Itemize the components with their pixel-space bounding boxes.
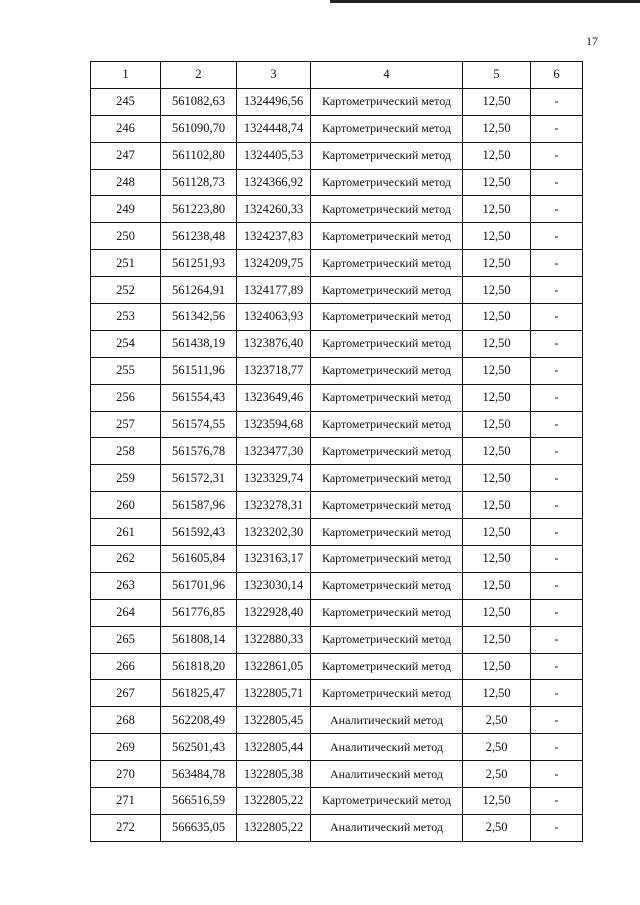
- point-number-cell: 272: [91, 814, 161, 841]
- x-coordinate-cell: 563484,78: [161, 761, 237, 788]
- method-cell: Картометрический метод: [311, 330, 463, 357]
- note-cell: -: [531, 196, 583, 223]
- note-cell: -: [531, 115, 583, 142]
- table-header-row: [91, 62, 583, 89]
- method-cell: Картометрический метод: [311, 223, 463, 250]
- method-cell: Картометрический метод: [311, 572, 463, 599]
- note-cell: -: [531, 599, 583, 626]
- method-cell: Картометрический метод: [311, 169, 463, 196]
- accuracy-cell: 12,50: [463, 572, 531, 599]
- method-cell: Картометрический метод: [311, 142, 463, 169]
- method-cell: Картометрический метод: [311, 115, 463, 142]
- header-col-6: 6: [531, 62, 583, 89]
- accuracy-cell: 2,50: [463, 707, 531, 734]
- accuracy-cell: 12,50: [463, 465, 531, 492]
- y-coordinate-cell: 1322880,33: [237, 626, 311, 653]
- method-cell: Аналитический метод: [311, 761, 463, 788]
- y-coordinate-cell: 1324063,93: [237, 304, 311, 331]
- x-coordinate-cell: 561818,20: [161, 653, 237, 680]
- accuracy-cell: 12,50: [463, 546, 531, 573]
- method-cell: Аналитический метод: [311, 814, 463, 841]
- table-row: [91, 572, 583, 599]
- method-cell: Картометрический метод: [311, 438, 463, 465]
- header-col-3: 3: [237, 62, 311, 89]
- x-coordinate-cell: 561238,48: [161, 223, 237, 250]
- method-cell: Аналитический метод: [311, 734, 463, 761]
- x-coordinate-cell: 561090,70: [161, 115, 237, 142]
- method-cell: Картометрический метод: [311, 626, 463, 653]
- note-cell: -: [531, 492, 583, 519]
- table-row: [91, 169, 583, 196]
- point-number-cell: 255: [91, 357, 161, 384]
- y-coordinate-cell: 1322928,40: [237, 599, 311, 626]
- note-cell: -: [531, 169, 583, 196]
- accuracy-cell: 12,50: [463, 492, 531, 519]
- page-number: 17: [586, 34, 598, 48]
- accuracy-cell: 12,50: [463, 384, 531, 411]
- point-number-cell: 249: [91, 196, 161, 223]
- y-coordinate-cell: 1322805,22: [237, 788, 311, 815]
- point-number-cell: 245: [91, 88, 161, 115]
- point-number-cell: 259: [91, 465, 161, 492]
- y-coordinate-cell: 1323278,31: [237, 492, 311, 519]
- method-cell: Картометрический метод: [311, 357, 463, 384]
- coordinates-table: [90, 61, 583, 842]
- method-cell: Картометрический метод: [311, 277, 463, 304]
- accuracy-cell: 12,50: [463, 680, 531, 707]
- table-row: [91, 653, 583, 680]
- method-cell: Картометрический метод: [311, 88, 463, 115]
- note-cell: -: [531, 761, 583, 788]
- note-cell: -: [531, 223, 583, 250]
- note-cell: -: [531, 814, 583, 841]
- y-coordinate-cell: 1322805,45: [237, 707, 311, 734]
- note-cell: -: [531, 788, 583, 815]
- point-number-cell: 247: [91, 142, 161, 169]
- x-coordinate-cell: 561701,96: [161, 572, 237, 599]
- y-coordinate-cell: 1323163,17: [237, 546, 311, 573]
- x-coordinate-cell: 561572,31: [161, 465, 237, 492]
- y-coordinate-cell: 1323649,46: [237, 384, 311, 411]
- accuracy-cell: 2,50: [463, 814, 531, 841]
- y-coordinate-cell: 1324237,83: [237, 223, 311, 250]
- x-coordinate-cell: 561102,80: [161, 142, 237, 169]
- table-row: [91, 330, 583, 357]
- method-cell: Картометрический метод: [311, 411, 463, 438]
- accuracy-cell: 2,50: [463, 761, 531, 788]
- y-coordinate-cell: 1323477,30: [237, 438, 311, 465]
- x-coordinate-cell: 561223,80: [161, 196, 237, 223]
- table-row: [91, 115, 583, 142]
- accuracy-cell: 12,50: [463, 357, 531, 384]
- note-cell: -: [531, 88, 583, 115]
- x-coordinate-cell: 561592,43: [161, 519, 237, 546]
- y-coordinate-cell: 1324405,53: [237, 142, 311, 169]
- top-border-line: [330, 0, 640, 3]
- header-col-5: 5: [463, 62, 531, 89]
- accuracy-cell: 12,50: [463, 519, 531, 546]
- table-row: [91, 465, 583, 492]
- accuracy-cell: 12,50: [463, 142, 531, 169]
- point-number-cell: 266: [91, 653, 161, 680]
- point-number-cell: 246: [91, 115, 161, 142]
- x-coordinate-cell: 561576,78: [161, 438, 237, 465]
- point-number-cell: 254: [91, 330, 161, 357]
- table-row: [91, 411, 583, 438]
- point-number-cell: 260: [91, 492, 161, 519]
- note-cell: -: [531, 572, 583, 599]
- accuracy-cell: 12,50: [463, 223, 531, 250]
- point-number-cell: 256: [91, 384, 161, 411]
- point-number-cell: 271: [91, 788, 161, 815]
- y-coordinate-cell: 1322861,05: [237, 653, 311, 680]
- method-cell: Картометрический метод: [311, 519, 463, 546]
- table-row: [91, 626, 583, 653]
- table-row: [91, 599, 583, 626]
- point-number-cell: 264: [91, 599, 161, 626]
- point-number-cell: 252: [91, 277, 161, 304]
- table-row: [91, 814, 583, 841]
- table-row: [91, 438, 583, 465]
- accuracy-cell: 12,50: [463, 304, 531, 331]
- point-number-cell: 258: [91, 438, 161, 465]
- note-cell: -: [531, 277, 583, 304]
- note-cell: -: [531, 707, 583, 734]
- method-cell: Картометрический метод: [311, 304, 463, 331]
- accuracy-cell: 12,50: [463, 277, 531, 304]
- accuracy-cell: 12,50: [463, 250, 531, 277]
- table-row: [91, 277, 583, 304]
- note-cell: -: [531, 411, 583, 438]
- accuracy-cell: 12,50: [463, 626, 531, 653]
- table-row: [91, 788, 583, 815]
- y-coordinate-cell: 1324448,74: [237, 115, 311, 142]
- point-number-cell: 270: [91, 761, 161, 788]
- y-coordinate-cell: 1322805,22: [237, 814, 311, 841]
- note-cell: -: [531, 653, 583, 680]
- point-number-cell: 265: [91, 626, 161, 653]
- y-coordinate-cell: 1323329,74: [237, 465, 311, 492]
- point-number-cell: 269: [91, 734, 161, 761]
- point-number-cell: 248: [91, 169, 161, 196]
- table-row: [91, 250, 583, 277]
- accuracy-cell: 12,50: [463, 788, 531, 815]
- x-coordinate-cell: 561574,55: [161, 411, 237, 438]
- note-cell: -: [531, 357, 583, 384]
- accuracy-cell: 12,50: [463, 438, 531, 465]
- header-col-1: 1: [91, 62, 161, 89]
- x-coordinate-cell: 561264,91: [161, 277, 237, 304]
- method-cell: Картометрический метод: [311, 465, 463, 492]
- note-cell: -: [531, 384, 583, 411]
- note-cell: -: [531, 250, 583, 277]
- accuracy-cell: 12,50: [463, 169, 531, 196]
- note-cell: -: [531, 626, 583, 653]
- table-row: [91, 304, 583, 331]
- point-number-cell: 262: [91, 546, 161, 573]
- note-cell: -: [531, 734, 583, 761]
- accuracy-cell: 12,50: [463, 115, 531, 142]
- y-coordinate-cell: 1322805,71: [237, 680, 311, 707]
- point-number-cell: 261: [91, 519, 161, 546]
- method-cell: Картометрический метод: [311, 492, 463, 519]
- table-row: [91, 223, 583, 250]
- point-number-cell: 253: [91, 304, 161, 331]
- x-coordinate-cell: 566516,59: [161, 788, 237, 815]
- header-col-2: 2: [161, 62, 237, 89]
- y-coordinate-cell: 1323876,40: [237, 330, 311, 357]
- x-coordinate-cell: 561342,56: [161, 304, 237, 331]
- x-coordinate-cell: 562208,49: [161, 707, 237, 734]
- x-coordinate-cell: 561438,19: [161, 330, 237, 357]
- accuracy-cell: 12,50: [463, 411, 531, 438]
- note-cell: -: [531, 142, 583, 169]
- table-row: [91, 519, 583, 546]
- point-number-cell: 267: [91, 680, 161, 707]
- table-row: [91, 680, 583, 707]
- x-coordinate-cell: 561776,85: [161, 599, 237, 626]
- y-coordinate-cell: 1324366,92: [237, 169, 311, 196]
- note-cell: -: [531, 465, 583, 492]
- x-coordinate-cell: 561554,43: [161, 384, 237, 411]
- table-row: [91, 88, 583, 115]
- note-cell: -: [531, 680, 583, 707]
- method-cell: Картометрический метод: [311, 680, 463, 707]
- accuracy-cell: 2,50: [463, 734, 531, 761]
- x-coordinate-cell: 561082,63: [161, 88, 237, 115]
- x-coordinate-cell: 561808,14: [161, 626, 237, 653]
- table-row: [91, 142, 583, 169]
- method-cell: Картометрический метод: [311, 196, 463, 223]
- x-coordinate-cell: 566635,05: [161, 814, 237, 841]
- note-cell: -: [531, 519, 583, 546]
- method-cell: Картометрический метод: [311, 250, 463, 277]
- point-number-cell: 263: [91, 572, 161, 599]
- y-coordinate-cell: 1322805,44: [237, 734, 311, 761]
- accuracy-cell: 12,50: [463, 330, 531, 357]
- y-coordinate-cell: 1324260,33: [237, 196, 311, 223]
- y-coordinate-cell: 1323202,30: [237, 519, 311, 546]
- table-row: [91, 196, 583, 223]
- table-row: [91, 546, 583, 573]
- note-cell: -: [531, 304, 583, 331]
- method-cell: Картометрический метод: [311, 384, 463, 411]
- y-coordinate-cell: 1324177,89: [237, 277, 311, 304]
- y-coordinate-cell: 1324209,75: [237, 250, 311, 277]
- x-coordinate-cell: 561605,84: [161, 546, 237, 573]
- x-coordinate-cell: 561128,73: [161, 169, 237, 196]
- method-cell: Аналитический метод: [311, 707, 463, 734]
- y-coordinate-cell: 1322805,38: [237, 761, 311, 788]
- accuracy-cell: 12,50: [463, 653, 531, 680]
- note-cell: -: [531, 330, 583, 357]
- table-row: [91, 384, 583, 411]
- point-number-cell: 257: [91, 411, 161, 438]
- method-cell: Картометрический метод: [311, 788, 463, 815]
- note-cell: -: [531, 438, 583, 465]
- table-row: [91, 707, 583, 734]
- y-coordinate-cell: 1323594,68: [237, 411, 311, 438]
- y-coordinate-cell: 1323030,14: [237, 572, 311, 599]
- point-number-cell: 268: [91, 707, 161, 734]
- method-cell: Картометрический метод: [311, 599, 463, 626]
- y-coordinate-cell: 1324496,56: [237, 88, 311, 115]
- accuracy-cell: 12,50: [463, 196, 531, 223]
- table-row: [91, 357, 583, 384]
- x-coordinate-cell: 561511,96: [161, 357, 237, 384]
- accuracy-cell: 12,50: [463, 599, 531, 626]
- note-cell: -: [531, 546, 583, 573]
- table-row: [91, 492, 583, 519]
- x-coordinate-cell: 562501,43: [161, 734, 237, 761]
- accuracy-cell: 12,50: [463, 88, 531, 115]
- x-coordinate-cell: 561825,47: [161, 680, 237, 707]
- y-coordinate-cell: 1323718,77: [237, 357, 311, 384]
- point-number-cell: 251: [91, 250, 161, 277]
- x-coordinate-cell: 561587,96: [161, 492, 237, 519]
- header-col-4: 4: [311, 62, 463, 89]
- table-row: [91, 734, 583, 761]
- method-cell: Картометрический метод: [311, 546, 463, 573]
- table-body: [91, 88, 583, 841]
- table-row: [91, 761, 583, 788]
- point-number-cell: 250: [91, 223, 161, 250]
- x-coordinate-cell: 561251,93: [161, 250, 237, 277]
- method-cell: Картометрический метод: [311, 653, 463, 680]
